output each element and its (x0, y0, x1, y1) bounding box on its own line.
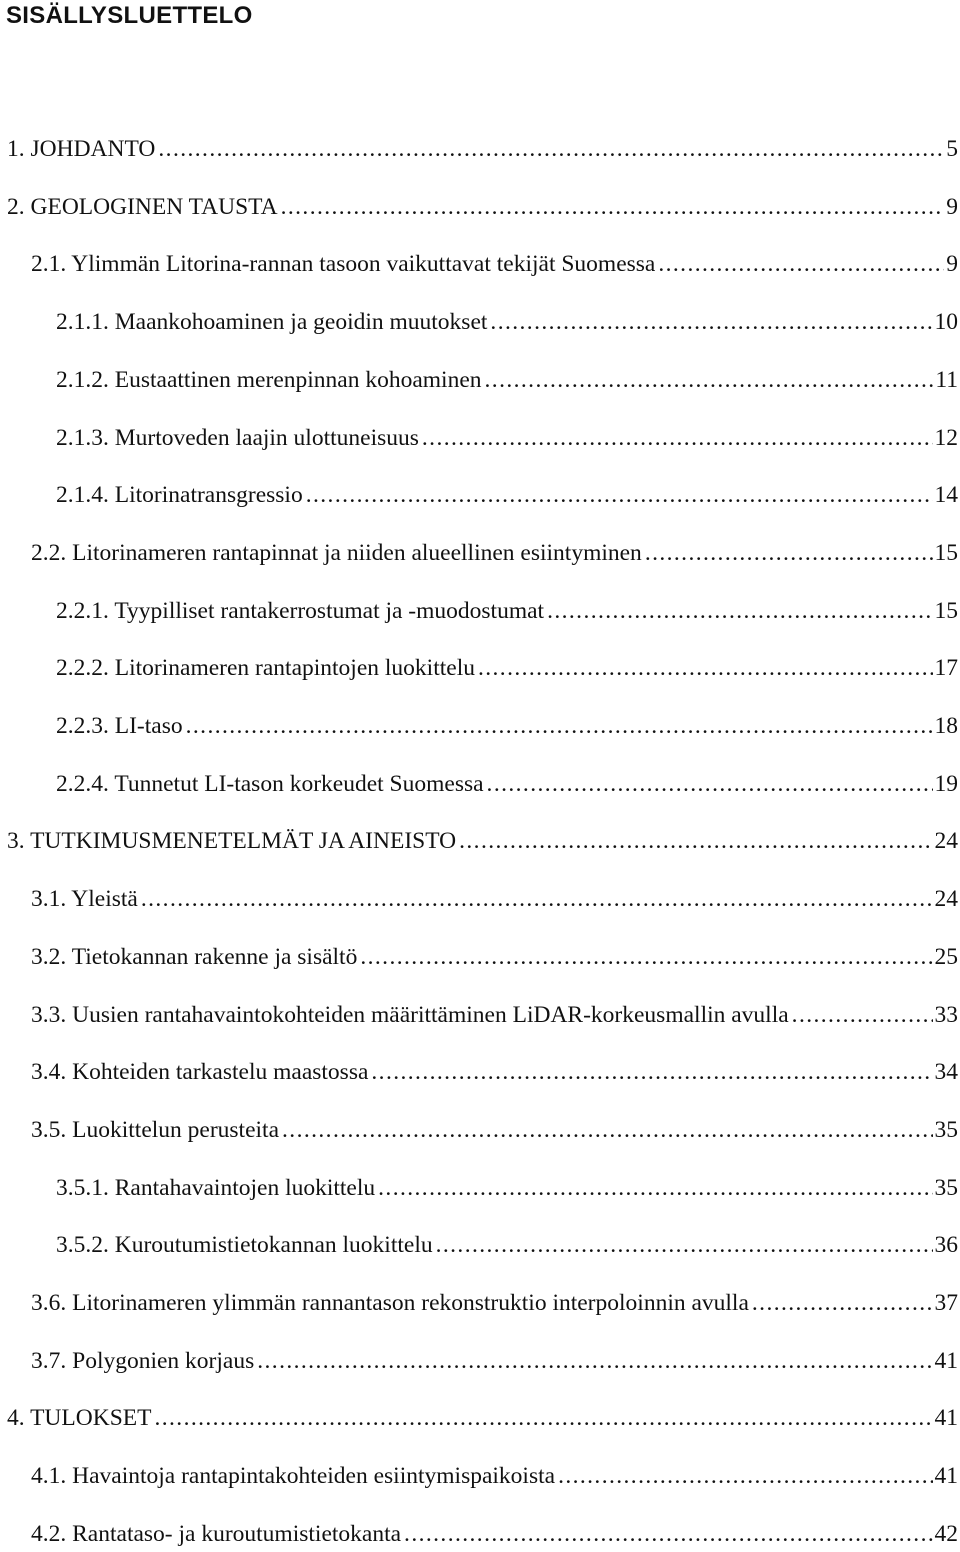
toc-dot-leader (422, 421, 933, 455)
toc-dot-leader (658, 247, 944, 281)
toc-entry-number: 2.1.3. (56, 425, 109, 451)
toc-entry[interactable] (7, 824, 958, 858)
toc-page-number: 41 (934, 1463, 958, 1489)
toc-entry-number: 2.1. (31, 251, 67, 277)
toc-entry[interactable] (31, 940, 958, 974)
toc-entry-label (31, 882, 138, 916)
toc-entry-label (31, 247, 655, 281)
toc-entry[interactable] (56, 709, 958, 743)
toc-dot-leader (752, 1286, 933, 1320)
toc-entry-title: Kohteiden tarkastelu maastossa (72, 1059, 369, 1085)
toc-entry-label (7, 190, 278, 224)
toc-entry-label (56, 478, 303, 512)
toc-entry-label (31, 998, 789, 1032)
toc-dot-leader (490, 305, 932, 339)
toc-page-number: 10 (934, 309, 958, 335)
toc-entry-label (56, 305, 487, 339)
toc-entry-label (7, 132, 155, 166)
toc-entry-number: 2.2. (31, 540, 67, 566)
toc-entry-number: 1. (7, 136, 25, 162)
toc-page-number: 35 (934, 1175, 958, 1201)
toc-entry-label (56, 1228, 433, 1262)
toc-entry-number: 2.1.4. (56, 482, 109, 508)
toc-entry-title: Ylimmän Litorina-rannan tasoon vaikuttavat tekijät Suomessa (71, 251, 656, 277)
toc-entry[interactable] (31, 1055, 958, 1089)
toc-entry-title: Litorinameren ylimmän rannantason rekonstruktio interpoloinnin avulla (72, 1290, 749, 1316)
toc-entry-title: Maankohoaminen ja geoidin muutokset (114, 309, 488, 335)
toc-page-number: 24 (934, 828, 958, 854)
toc-entry-number: 2.2.2. (56, 655, 109, 681)
toc-dot-leader (404, 1517, 932, 1551)
toc-entry-title: Murtoveden laajin ulottuneisuus (114, 425, 419, 451)
toc-entry-title: JOHDANTO (30, 136, 156, 162)
toc-page-number: 34 (934, 1059, 958, 1085)
toc-entry[interactable] (56, 1228, 958, 1262)
toc-entry-title: Havaintoja rantapintakohteiden esiintymispaikoista (72, 1463, 556, 1489)
toc-entry-number: 2.2.3. (56, 713, 109, 739)
toc-entry-number: 3.2. (31, 944, 67, 970)
toc-dot-leader (485, 363, 934, 397)
toc-page-number: 15 (934, 598, 958, 624)
toc-entry-label (56, 767, 484, 801)
toc-entry-number: 3.5. (31, 1117, 67, 1143)
toc-entry-title: Rantataso- ja kuroutumistietokanta (72, 1521, 402, 1547)
toc-entry-title: Kuroutumistietokannan luokittelu (114, 1232, 433, 1258)
toc-entry-label (31, 1459, 555, 1493)
toc-page-number: 14 (934, 482, 958, 508)
toc-dot-leader (371, 1055, 932, 1089)
toc-entry-number: 3.1. (31, 886, 67, 912)
toc-dot-leader (487, 767, 933, 801)
toc-page-number: 41 (934, 1405, 958, 1431)
toc-entry-title: Rantahavaintojen luokittelu (114, 1175, 376, 1201)
toc-entry-number: 3.3. (31, 1002, 67, 1028)
toc-entry[interactable] (31, 882, 958, 916)
toc-page-number: 25 (934, 944, 958, 970)
toc-entry[interactable] (31, 1113, 958, 1147)
toc-entry[interactable] (31, 536, 958, 570)
toc-page-number: 9 (946, 194, 958, 220)
toc-page-number: 12 (934, 425, 958, 451)
toc-entry[interactable] (56, 363, 958, 397)
toc-entry-number: 2.2.1. (56, 598, 109, 624)
toc-entry-label (31, 536, 642, 570)
toc-dot-leader (547, 594, 932, 628)
toc-entry-title: Tietokannan rakenne ja sisältö (71, 944, 358, 970)
toc-dot-leader (792, 998, 933, 1032)
toc-dot-leader (141, 882, 933, 916)
toc-entry[interactable] (31, 247, 958, 281)
toc-entry[interactable] (56, 1171, 958, 1205)
toc-entry-label (56, 651, 475, 685)
toc-entry[interactable] (56, 651, 958, 685)
toc-entry-title: Uusien rantahavaintokohteiden määrittäminen LiDAR-korkeusmallin avulla (72, 1002, 789, 1028)
toc-page-number: 17 (934, 655, 958, 681)
toc-page-number: 19 (934, 771, 958, 797)
toc-entry-number: 2. (7, 194, 25, 220)
toc-entry[interactable] (7, 1401, 958, 1435)
toc-entry-title: Yleistä (71, 886, 138, 912)
toc-dot-leader (257, 1344, 932, 1378)
toc-entry-title: Litorinameren rantapintojen luokittelu (114, 655, 475, 681)
toc-dot-leader (306, 478, 933, 512)
toc-entry-label (31, 1286, 749, 1320)
toc-page-number: 33 (934, 1002, 958, 1028)
toc-entry-label (56, 594, 544, 628)
toc-dot-leader (459, 824, 932, 858)
toc-entry-title: Luokittelun perusteita (72, 1117, 280, 1143)
toc-entry-number: 4.1. (31, 1463, 67, 1489)
toc-dot-leader (360, 940, 932, 974)
toc-entry-number: 3.5.2. (56, 1232, 109, 1258)
toc-entry[interactable] (56, 478, 958, 512)
toc-entry-title: LI-taso (114, 713, 183, 739)
toc-dot-leader (378, 1171, 932, 1205)
toc-page-number: 37 (934, 1290, 958, 1316)
toc-page-number: 18 (934, 713, 958, 739)
toc-page-number: 24 (934, 886, 958, 912)
toc-dot-leader (154, 1401, 932, 1435)
toc-entry-number: 3.7. (31, 1348, 67, 1374)
toc-entry-title: Litorinatransgressio (114, 482, 303, 508)
toc-entry-number: 3.4. (31, 1059, 67, 1085)
toc-entry-title: TUTKIMUSMENETELMÄT JA AINEISTO (30, 828, 457, 854)
toc-entry-label (7, 1401, 151, 1435)
toc-dot-leader (436, 1228, 933, 1262)
toc-page-number: 35 (934, 1117, 958, 1143)
toc-entry[interactable] (56, 594, 958, 628)
toc-entry-label (31, 1113, 279, 1147)
toc-entry-number: 2.1.1. (56, 309, 109, 335)
toc-dot-leader (478, 651, 933, 685)
toc-entry[interactable] (56, 305, 958, 339)
toc-entry-label (56, 421, 419, 455)
toc-entry-title: GEOLOGINEN TAUSTA (30, 194, 278, 220)
toc-entry-number: 3.5.1. (56, 1175, 109, 1201)
toc-entry-label (7, 824, 456, 858)
toc-entry[interactable] (31, 1517, 958, 1551)
toc-page-number: 41 (934, 1348, 958, 1374)
toc-dot-leader (158, 132, 944, 166)
toc-page-number: 11 (935, 367, 958, 393)
toc-entry[interactable] (31, 998, 958, 1032)
toc-entry[interactable] (31, 1344, 958, 1378)
toc-entry[interactable] (56, 767, 958, 801)
toc-entry-label (31, 1344, 254, 1378)
toc-entry-number: 4.2. (31, 1521, 67, 1547)
toc-entry-title: Tyypilliset rantakerrostumat ja -muodostumat (114, 598, 545, 624)
toc-entry[interactable] (31, 1459, 958, 1493)
toc-dot-leader (282, 1113, 932, 1147)
toc-entry[interactable] (7, 190, 958, 224)
toc-entry-label (31, 940, 357, 974)
toc-entry[interactable] (31, 1286, 958, 1320)
toc-entry-title: TULOKSET (30, 1405, 152, 1431)
toc-page-number: 5 (946, 136, 958, 162)
toc-entry-label (31, 1517, 401, 1551)
toc-dot-leader (558, 1459, 932, 1493)
toc-entry-number: 4. (7, 1405, 25, 1431)
toc-page-number: 9 (946, 251, 958, 277)
toc-page-number: 15 (934, 540, 958, 566)
toc-entry-number: 3. (7, 828, 25, 854)
toc-entry-title: Eustaattinen merenpinnan kohoaminen (114, 367, 482, 393)
toc-entry-label (56, 363, 482, 397)
toc-entry-title: Polygonien korjaus (72, 1348, 255, 1374)
page-title: SISÄLLYSLUETTELO (6, 2, 253, 29)
toc-dot-leader (645, 536, 933, 570)
toc-entry-number: 3.6. (31, 1290, 67, 1316)
toc-entry-label (31, 1055, 368, 1089)
toc-entry-number: 2.2.4. (56, 771, 109, 797)
toc-entry[interactable] (7, 132, 958, 166)
toc-entry-label (56, 1171, 375, 1205)
toc-entry[interactable] (56, 421, 958, 455)
toc-entry-title: Litorinameren rantapinnat ja niiden alueellinen esiintyminen (72, 540, 642, 566)
toc-page-number: 36 (934, 1232, 958, 1258)
toc-page-number: 42 (934, 1521, 958, 1547)
toc-entry-number: 2.1.2. (56, 367, 109, 393)
toc-dot-leader (281, 190, 945, 224)
toc-entry-title: Tunnetut LI-tason korkeudet Suomessa (114, 771, 484, 797)
toc-entry-label (56, 709, 183, 743)
toc-dot-leader (186, 709, 933, 743)
